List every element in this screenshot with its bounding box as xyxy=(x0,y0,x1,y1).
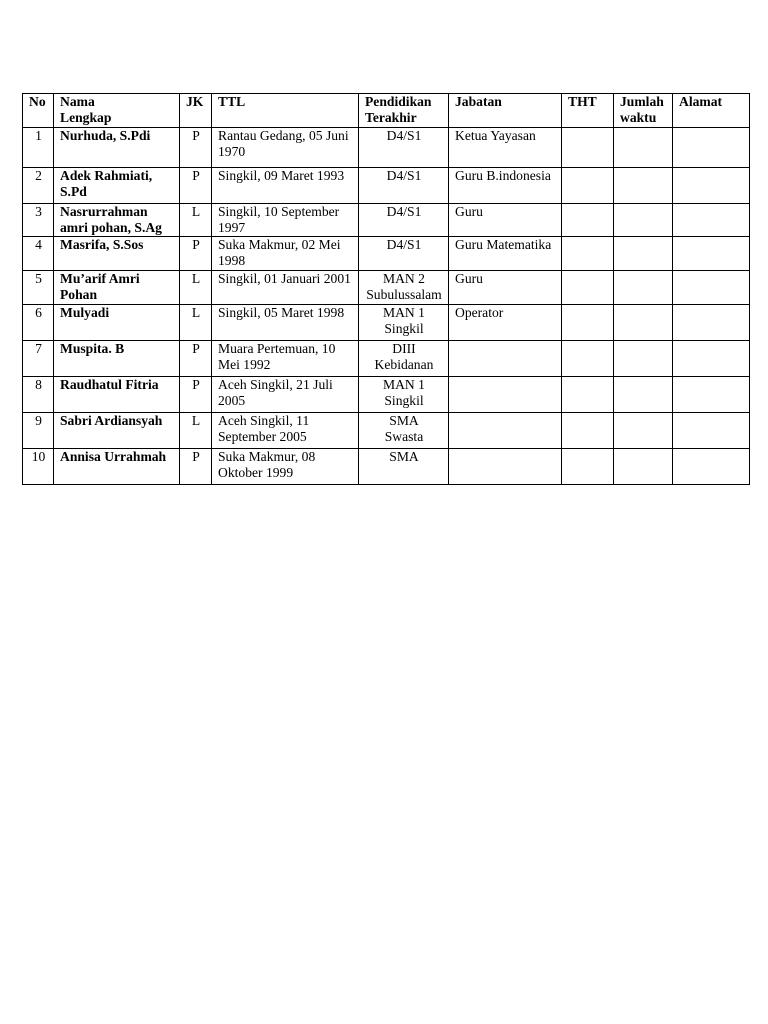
cell-ttl: Suka Makmur, 08 Oktober 1999 xyxy=(212,449,359,485)
cell-alamat xyxy=(673,377,750,413)
cell-jabatan: Guru B.indonesia xyxy=(449,168,562,204)
cell-no: 6 xyxy=(23,305,54,341)
cell-ttl: Singkil, 01 Januari 2001 xyxy=(212,271,359,305)
cell-nama: Masrifa, S.Sos xyxy=(54,237,180,271)
cell-ttl: Rantau Gedang, 05 Juni 1970 xyxy=(212,128,359,168)
cell-pendidikan: D4/S1 xyxy=(359,237,449,271)
cell-alamat xyxy=(673,449,750,485)
cell-no: 5 xyxy=(23,271,54,305)
table-header-row xyxy=(23,94,750,128)
cell-no: 7 xyxy=(23,341,54,377)
cell-nama: Adek Rahmiati, S.Pd xyxy=(54,168,180,204)
cell-jumlah-waktu xyxy=(614,168,673,204)
cell-tht xyxy=(562,377,614,413)
cell-pendidikan: MAN 1 Singkil xyxy=(359,377,449,413)
header-ttl: TTL xyxy=(212,94,359,128)
cell-ttl: Singkil, 05 Maret 1998 xyxy=(212,305,359,341)
cell-alamat xyxy=(673,204,750,237)
table-row xyxy=(23,449,750,485)
cell-pendidikan: D4/S1 xyxy=(359,204,449,237)
cell-jumlah-waktu xyxy=(614,377,673,413)
cell-tht xyxy=(562,305,614,341)
cell-jumlah-waktu xyxy=(614,271,673,305)
cell-nama: Mu’arif Amri Pohan xyxy=(54,271,180,305)
cell-alamat xyxy=(673,341,750,377)
table-row xyxy=(23,204,750,237)
cell-jumlah-waktu xyxy=(614,237,673,271)
cell-jk: P xyxy=(180,377,212,413)
cell-tht xyxy=(562,413,614,449)
header-jk: JK xyxy=(180,94,212,128)
cell-tht xyxy=(562,204,614,237)
cell-jabatan: Operator xyxy=(449,305,562,341)
cell-jk: P xyxy=(180,341,212,377)
cell-no: 10 xyxy=(23,449,54,485)
cell-jk: P xyxy=(180,128,212,168)
cell-jumlah-waktu xyxy=(614,449,673,485)
table-row xyxy=(23,341,750,377)
cell-jumlah-waktu xyxy=(614,128,673,168)
cell-jk: P xyxy=(180,449,212,485)
cell-no: 4 xyxy=(23,237,54,271)
cell-pendidikan: D4/S1 xyxy=(359,128,449,168)
cell-jumlah-waktu xyxy=(614,341,673,377)
header-pendidikan-terakhir: Pendidikan Terakhir xyxy=(359,94,449,128)
cell-ttl: Muara Pertemuan, 10 Mei 1992 xyxy=(212,341,359,377)
cell-nama: Sabri Ardiansyah xyxy=(54,413,180,449)
cell-jk: P xyxy=(180,168,212,204)
cell-ttl: Singkil, 10 September 1997 xyxy=(212,204,359,237)
cell-nama: Nurhuda, S.Pdi xyxy=(54,128,180,168)
cell-jk: L xyxy=(180,413,212,449)
table-row xyxy=(23,168,750,204)
cell-no: 8 xyxy=(23,377,54,413)
cell-pendidikan: D4/S1 xyxy=(359,168,449,204)
table-row xyxy=(23,413,750,449)
table-row xyxy=(23,377,750,413)
cell-jabatan xyxy=(449,341,562,377)
cell-nama: Nasrurrahman amri pohan, S.Ag xyxy=(54,204,180,237)
table-row xyxy=(23,237,750,271)
cell-no: 3 xyxy=(23,204,54,237)
cell-jk: L xyxy=(180,204,212,237)
cell-tht xyxy=(562,341,614,377)
cell-jabatan xyxy=(449,413,562,449)
cell-jabatan: Guru Matematika xyxy=(449,237,562,271)
cell-jumlah-waktu xyxy=(614,204,673,237)
cell-alamat xyxy=(673,271,750,305)
header-alamat: Alamat xyxy=(673,94,750,128)
header-nama-lengkap: Nama Lengkap xyxy=(54,94,180,128)
table-row xyxy=(23,271,750,305)
cell-pendidikan: MAN 2 Subulussalam xyxy=(359,271,449,305)
cell-pendidikan: MAN 1 Singkil xyxy=(359,305,449,341)
header-no: No xyxy=(23,94,54,128)
cell-jumlah-waktu xyxy=(614,413,673,449)
cell-ttl: Singkil, 09 Maret 1993 xyxy=(212,168,359,204)
cell-jk: L xyxy=(180,305,212,341)
cell-tht xyxy=(562,237,614,271)
cell-jumlah-waktu xyxy=(614,305,673,341)
cell-pendidikan: SMA xyxy=(359,449,449,485)
cell-ttl: Suka Makmur, 02 Mei 1998 xyxy=(212,237,359,271)
cell-ttl: Aceh Singkil, 11 September 2005 xyxy=(212,413,359,449)
staff-table xyxy=(22,93,750,485)
header-jumlah-waktu: Jumlah waktu xyxy=(614,94,673,128)
cell-tht xyxy=(562,271,614,305)
cell-pendidikan: DIII Kebidanan xyxy=(359,341,449,377)
cell-alamat xyxy=(673,168,750,204)
cell-jabatan xyxy=(449,377,562,413)
cell-alamat xyxy=(673,237,750,271)
cell-no: 2 xyxy=(23,168,54,204)
cell-jabatan: Ketua Yayasan xyxy=(449,128,562,168)
cell-alamat xyxy=(673,128,750,168)
cell-jabatan: Guru xyxy=(449,204,562,237)
cell-tht xyxy=(562,128,614,168)
cell-nama: Annisa Urrahmah xyxy=(54,449,180,485)
cell-alamat xyxy=(673,413,750,449)
cell-jabatan: Guru xyxy=(449,271,562,305)
table-row xyxy=(23,128,750,168)
cell-ttl: Aceh Singkil, 21 Juli 2005 xyxy=(212,377,359,413)
header-jabatan: Jabatan xyxy=(449,94,562,128)
table-row xyxy=(23,305,750,341)
cell-tht xyxy=(562,168,614,204)
cell-jk: P xyxy=(180,237,212,271)
cell-pendidikan: SMA Swasta xyxy=(359,413,449,449)
cell-no: 9 xyxy=(23,413,54,449)
cell-nama: Muspita. B xyxy=(54,341,180,377)
cell-alamat xyxy=(673,305,750,341)
header-tht: THT xyxy=(562,94,614,128)
cell-nama: Mulyadi xyxy=(54,305,180,341)
cell-jabatan xyxy=(449,449,562,485)
cell-nama: Raudhatul Fitria xyxy=(54,377,180,413)
cell-no: 1 xyxy=(23,128,54,168)
cell-jk: L xyxy=(180,271,212,305)
cell-tht xyxy=(562,449,614,485)
